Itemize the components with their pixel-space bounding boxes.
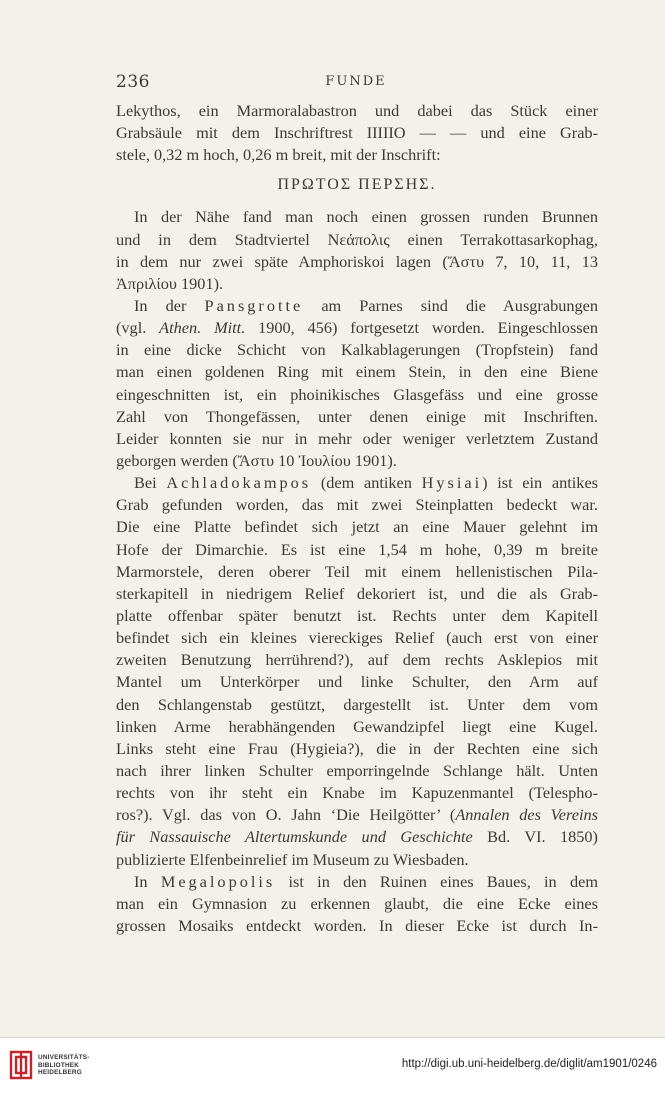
text-line: in dem nur zwei späte Amphoriskoi lagen (Ἄστυ 7, 10, 11, 13 (116, 251, 598, 271)
text-line: für Nassauische Altertumskunde und Geschichte Bd. VI. 1850) (116, 827, 598, 847)
text-line: In der Nähe fand man noch einen grossen runden Brunnen (134, 207, 598, 227)
text-line: Links steht eine Frau (Hygieia?), die in der Rechten eine sich (116, 738, 598, 758)
journal-title: Annalen des Vereins (455, 805, 598, 825)
text-line: In der Pansgrotte am Parnes sind die Ausgrabungen (134, 295, 598, 315)
text-line: Zahl von Thongefässen, unter denen einige mit Inschriften. (116, 406, 598, 426)
running-head: FUNDE (325, 74, 387, 89)
text-line: eingeschnitten ist, ein phoinikisches Glasgefäss und eine grosse (116, 384, 598, 404)
journal-abbrev: Athen. (159, 318, 202, 338)
library-logo-icon (8, 1048, 34, 1082)
page-header (116, 72, 596, 92)
text-line: In Megalopolis ist in den Ruinen eines Baues, in dem (134, 871, 598, 891)
text-line: Bei Achladokampos (dem antiken Hysiai) ist ein antikes (134, 473, 598, 493)
library-footer (0, 1037, 665, 1094)
text-line: Leider konnten sie nur in mehr oder weniger verletztem Zustand (116, 428, 598, 448)
source-url-link[interactable]: http://digi.ub.uni-heidelberg.de/diglit/am1901/0246 (401, 1058, 657, 1070)
inscription-heading: ΠΡΩΤΟΣ ΠΕΡΣΗΣ. (277, 176, 437, 194)
text-line: sterkapitell in niedrigem Relief dekoriert ist, und die als Grab- (116, 583, 598, 603)
text-line: publizierte Elfenbeinrelief im Museum zu Wiesbaden. (116, 849, 469, 869)
text-line: grossen Mosaiks entdeckt worden. In dieser Ecke ist durch In- (116, 915, 598, 935)
text-line: Hofe der Dimarchie. Es ist eine 1,54 m hohe, 0,39 m breite (116, 539, 598, 559)
text-line: rechts von ihr steht ein Knabe im Kapuzenmantel (Telespho- (116, 783, 598, 803)
text-line: linken Arme herabhängenden Gewandzipfel liegt eine Kugel. (116, 716, 598, 736)
spaced-place-name: Hysiai (421, 473, 483, 493)
text-line: stele, 0,32 m hoch, 0,26 m breit, mit der Inschrift: (116, 145, 441, 165)
spaced-place-name: Pansgrotte (204, 295, 304, 315)
body-text (116, 100, 598, 937)
text-line: befindet sich ein kleines viereckiges Relief (auch erst von einer (116, 628, 598, 648)
page-number: 236 (116, 72, 150, 92)
text-line: Ἀπριλίου 1901). (116, 273, 224, 293)
text-line: und in dem Stadtviertel Νεάπολις einen Terrakottasarkophag, (116, 229, 598, 249)
text-line: Lekythos, ein Marmoralabastron und dabei das Stück einer (116, 101, 598, 120)
text-line: Marmorstele, deren oberer Teil mit einem hellenistischen Pila- (116, 561, 598, 581)
journal-title: für Nassauische Altertumskunde und Geschichte (116, 827, 473, 847)
text-line: platte offenbar später benutzt ist. Rechts unter dem Kapitell (116, 605, 598, 625)
text-line: Mantel um Unterkörper und linke Schulter, den Arm auf (116, 672, 598, 692)
text-line: Grabsäule mit dem Inschriftrest ΙΙΙΙΙΟ — — und eine Grab- (116, 123, 598, 143)
journal-abbrev: Mitt. (214, 318, 246, 338)
text-line: man einen goldenen Ring mit einem Stein, in den eine Biene (116, 362, 598, 382)
text-line: in eine dicke Schicht von Kalkablagerungen (Tropfstein) fand (116, 340, 598, 360)
text-line: Die eine Platte befindet sich jetzt an eine Mauer gelehnt im (116, 517, 598, 537)
text-line: den Schlangenstab gestützt, dargestellt ist. Unter dem vom (116, 694, 598, 714)
text-line: zweiten Benutzung herrührend?), auf dem rechts Asklepios mit (116, 650, 598, 670)
text-line: geborgen werden (Ἄστυ 10 Ἰουλίου 1901). (116, 450, 397, 470)
text-line: man ein Gymnasion zu erkennen glaubt, die eine Ecke eines (116, 893, 598, 913)
text-line: Grab gefunden worden, das mit zwei Steinplatten bedeckt war. (116, 495, 598, 515)
spaced-place-name: Achladokampos (166, 473, 312, 493)
spaced-place-name: Megalopolis (160, 871, 276, 891)
text-line: (vgl. Athen. Mitt. 1900, 456) fortgesetzt worden. Eingeschlossen (116, 318, 598, 338)
library-name: UNIVERSITÄTS- BIBLIOTHEK HEIDELBERG (38, 1054, 90, 1077)
text-line: ros?). Vgl. das von O. Jahn ‘Die Heilgötter’ (Annalen des Vereins (116, 805, 598, 825)
text-line: nach ihrer linken Schulter emporringelnde Schlange hält. Unten (116, 760, 598, 780)
